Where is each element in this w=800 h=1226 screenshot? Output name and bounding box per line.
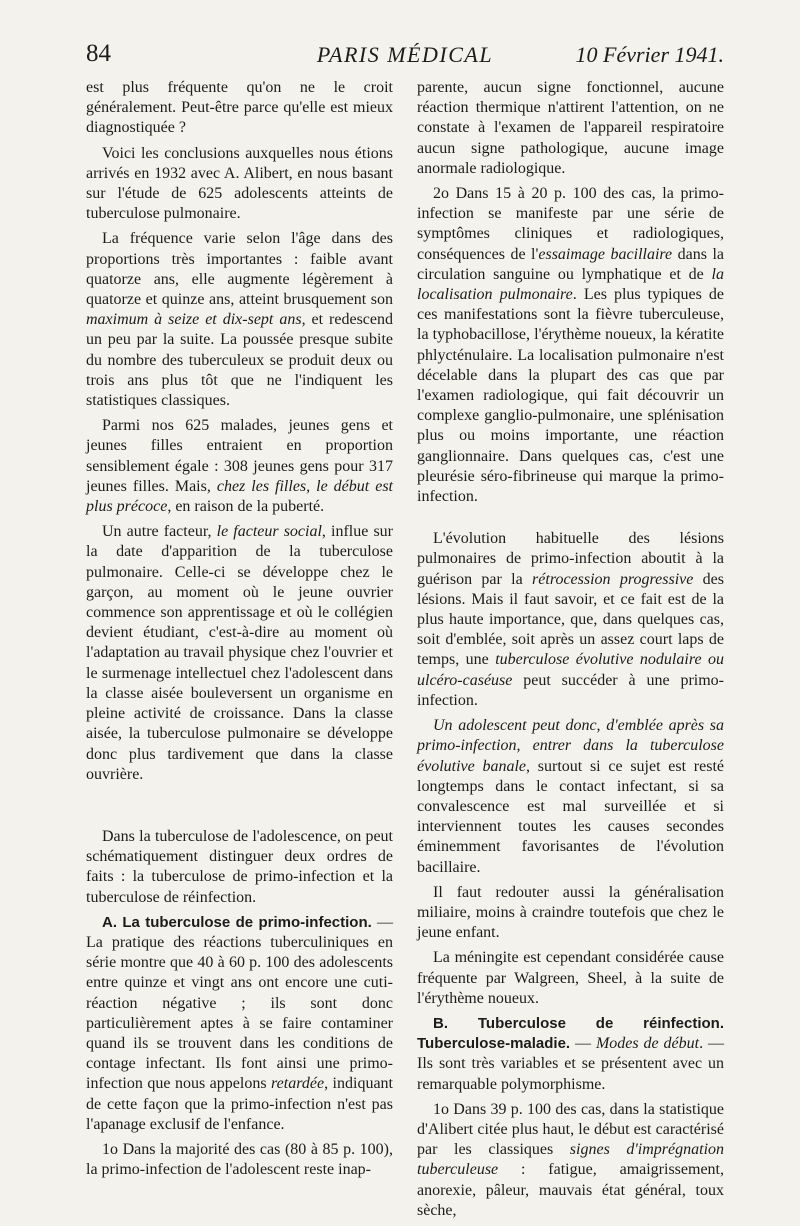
paragraph: L'évolution habituelle des lésions pulmonaires de primo-infection aboutit à la guérison par la rétrocession progressive des lésions. Mais il faut savoir, et ce fait est de la plus haute importance, que, dans quelques cas, soit d'emblée, soit après un assez court laps de temps, une tuberculose évolutive nodulaire ou ulcéro-caséuse peut succéder à une primo-infection.: [417, 530, 725, 709]
paragraph: La méningite est cependant considérée cause fréquente par Walgreen, Sheel, à la suite de l'érythème noueux.: [417, 949, 724, 1007]
section-paragraph: A. La tuberculose de primo-infection. — La pratique des réactions tuberculiniques en série montre que 40 à 60 p. 100 des adolescents entre quinze et vingt ans ont encore une cuti-réaction négative ; ils sont donc particulièrement aptes à se faire contaminer quand ils se trouvent dans les conditions de contage infectant. Ils font ainsi une primo-infection que nous appelons retardée, indiquant de cette façon que la primo-infection n'est pas l'apanage exclusif de l'enfance.: [86, 913, 394, 1133]
section-heading: A. La tuberculose de primo-infection.: [102, 913, 372, 931]
paragraph: 1o Dans la majorité des cas (80 à 85 p. 100), la primo-infection de l'adolescent reste inap-: [86, 1140, 393, 1179]
paragraph: La fréquence varie selon l'âge dans des proportions très importantes : faible avant quatorze ans, elle augmente légèrement à quatorze et quinze ans, atteint brusquement son maximum à seize et dix-sept ans, et redescend un peu par la suite. La poussée presque subite du nombre des tuberculeux se produit deux ou trois ans plus tôt que ne l'indiquent les statistiques classiques.: [86, 230, 393, 410]
paragraph: parente, aucun signe fonctionnel, aucune réaction thermique n'attirent l'attention, on ne constate à l'examen de l'appareil respiratoire aucun signe pathologique, aucune image anormale radiologique.: [417, 79, 724, 177]
issue-date: 10 Février 1941.: [575, 42, 724, 67]
paragraph: 2o Dans 15 à 20 p. 100 des cas, la primo-infection se manifeste par une série de symptômes cliniques et radiologiques, conséquences de l'essaimage bacillaire dans la circulation sanguine ou lymphatique et de la localisation pulmonaire. Les plus typiques de ces manifestations sont la fièvre tuberculeuse, la typhobacillose, l'érythème noueux, la kératite phlycténulaire. La localisation pulmonaire n'est décelable dans la plupart des cas que par l'examen radiologique, qui fait découvrir un complexe ganglio-pulmonaire, une splénisation plus ou moins importante, une réaction ganglionnaire. Dans quelques cas, c'est une pleurésie séro-fibrineuse qui marque la primo-infection.: [417, 185, 725, 506]
section-heading: B. Tuberculose de réinfection. Tuberculose-maladie.: [417, 1014, 724, 1053]
paragraph: Parmi nos 625 malades, jeunes gens et jeunes filles entraient en proportion sensiblement égale : 308 jeunes gens pour 317 jeunes filles. Mais, chez les filles, le début est plus précoce, en raison de la puberté.: [86, 417, 393, 516]
left-column: [86, 78, 393, 1185]
paragraph: Un autre facteur, le facteur social, influe sur la date d'apparition de la tuberculose pulmonaire. Celle-ci se développe chez le garçon, au moment où le jeune ouvrier commence son apprentissage et où le collégien devient étudiant, c'est-à-dire au moment où l'adaptation au travail physique chez l'ouvrier et le surmenage intellectuel chez l'adolescent dans la classe aisée bouleversent un organisme en pleine activité de croissance. Dans la classe aisée, la tuberculose pulmonaire se développe donc plus tardivement que dans la classe ouvrière.: [86, 523, 394, 783]
paragraph: 1o Dans 39 p. 100 des cas, dans la statistique d'Alibert citée plus haut, le début est caractérisé par les classiques signes d'imprégnation tuberculeuse : fatigue, amaigrissement, anorexie, pâleur, mauvais état général, toux sèche,: [417, 1100, 725, 1219]
page-header: [86, 40, 724, 74]
paragraph: Voici les conclusions auxquelles nous étions arrivés en 1932 avec A. Alibert, en nous basant sur l'étude de 625 adolescents atteints de tuberculose pulmonaire.: [86, 144, 393, 223]
journal-title: PARIS MÉDICAL: [316, 42, 494, 67]
paragraph: Un adolescent peut donc, d'emblée après sa primo-infection, entrer dans la tuberculose évolutive banale, surtout si ce sujet est resté longtemps dans le contact infectant, si sa convalescence est mal surveillée et si interviennent toutes les causes secondes éminemment favorisantes de l'évolution bacillaire.: [417, 717, 724, 876]
paragraph: Il faut redouter aussi la généralisation miliaire, moins à craindre toutefois que chez le jeune enfant.: [417, 883, 724, 942]
paragraph: est plus fréquente qu'on ne le croit généralement. Peut-être parce qu'elle est mieux diagnostiquée ?: [86, 79, 393, 137]
right-column: [417, 78, 724, 1226]
page-number: 84: [86, 40, 111, 67]
section-paragraph: B. Tuberculose de réinfection. Tuberculose-maladie. — Modes de début. — Ils sont très variables et se présentent avec un remarquable polymorphisme.: [417, 1014, 725, 1093]
paragraph: Dans la tuberculose de l'adolescence, on peut schématiquement distinguer deux ordres de faits : la tuberculose de primo-infection et la tuberculose de réinfection.: [86, 827, 393, 906]
